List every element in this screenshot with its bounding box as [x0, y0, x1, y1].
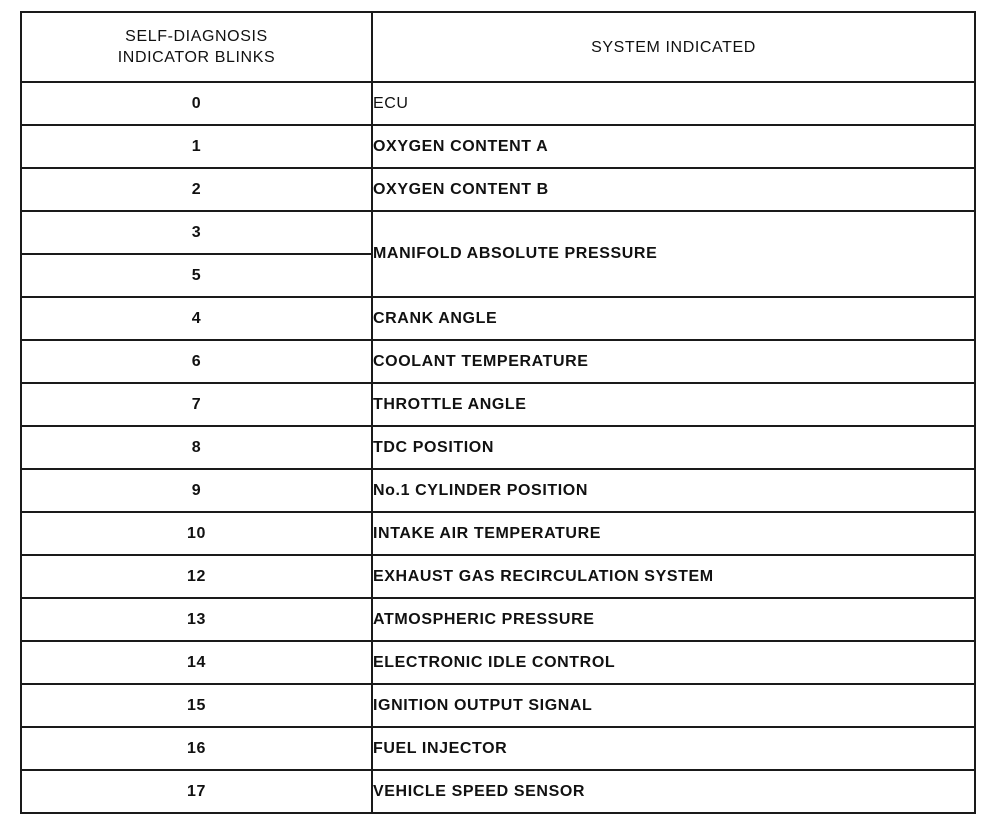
table-row	[21, 82, 975, 125]
system-label: MANIFOLD ABSOLUTE PRESSURE	[372, 211, 975, 297]
system-label: FUEL INJECTOR	[372, 727, 975, 770]
system-label: VEHICLE SPEED SENSOR	[372, 770, 975, 813]
blink-code: 8	[21, 426, 372, 469]
header-system-indicated: SYSTEM INDICATED	[372, 12, 975, 82]
blink-code: 6	[21, 340, 372, 383]
table-row	[21, 469, 975, 512]
system-label: ECU	[372, 82, 975, 125]
system-label: ATMOSPHERIC PRESSURE	[372, 598, 975, 641]
table-row	[21, 684, 975, 727]
blink-code: 3	[21, 211, 372, 254]
header-blinks-line1: SELF-DIAGNOSIS	[125, 28, 268, 45]
blink-code: 10	[21, 512, 372, 555]
system-label: COOLANT TEMPERATURE	[372, 340, 975, 383]
table-row	[21, 641, 975, 684]
table-row	[21, 211, 975, 254]
blink-code: 2	[21, 168, 372, 211]
header-blinks-line2: INDICATOR BLINKS	[117, 49, 276, 66]
system-label: IGNITION OUTPUT SIGNAL	[372, 684, 975, 727]
table-row	[21, 512, 975, 555]
blink-code: 1	[21, 125, 372, 168]
blink-code: 13	[21, 598, 372, 641]
header-row	[21, 12, 975, 82]
blink-code: 15	[21, 684, 372, 727]
table-row	[21, 426, 975, 469]
table-row	[21, 383, 975, 426]
blink-code: 5	[21, 254, 372, 297]
table-row	[21, 555, 975, 598]
system-label: No.1 CYLINDER POSITION	[372, 469, 975, 512]
system-label: CRANK ANGLE	[372, 297, 975, 340]
table-row	[21, 770, 975, 813]
table-row	[21, 340, 975, 383]
blink-code: 12	[21, 555, 372, 598]
blink-code: 0	[21, 82, 372, 125]
system-label: INTAKE AIR TEMPERATURE	[372, 512, 975, 555]
table-row	[21, 168, 975, 211]
blink-code: 17	[21, 770, 372, 813]
blink-code: 9	[21, 469, 372, 512]
blink-code: 4	[21, 297, 372, 340]
blink-code: 16	[21, 727, 372, 770]
table-row	[21, 598, 975, 641]
table-row	[21, 297, 975, 340]
system-label: TDC POSITION	[372, 426, 975, 469]
table-row	[21, 727, 975, 770]
system-label: EXHAUST GAS RECIRCULATION SYSTEM	[372, 555, 975, 598]
table-row	[21, 125, 975, 168]
self-diagnosis-table	[20, 11, 976, 814]
system-label: OXYGEN CONTENT B	[372, 168, 975, 211]
diagnosis-sheet	[20, 11, 976, 821]
header-indicator-blinks	[21, 12, 372, 82]
blink-code: 14	[21, 641, 372, 684]
system-label: OXYGEN CONTENT A	[372, 125, 975, 168]
system-label: ELECTRONIC IDLE CONTROL	[372, 641, 975, 684]
blink-code: 7	[21, 383, 372, 426]
system-label: THROTTLE ANGLE	[372, 383, 975, 426]
